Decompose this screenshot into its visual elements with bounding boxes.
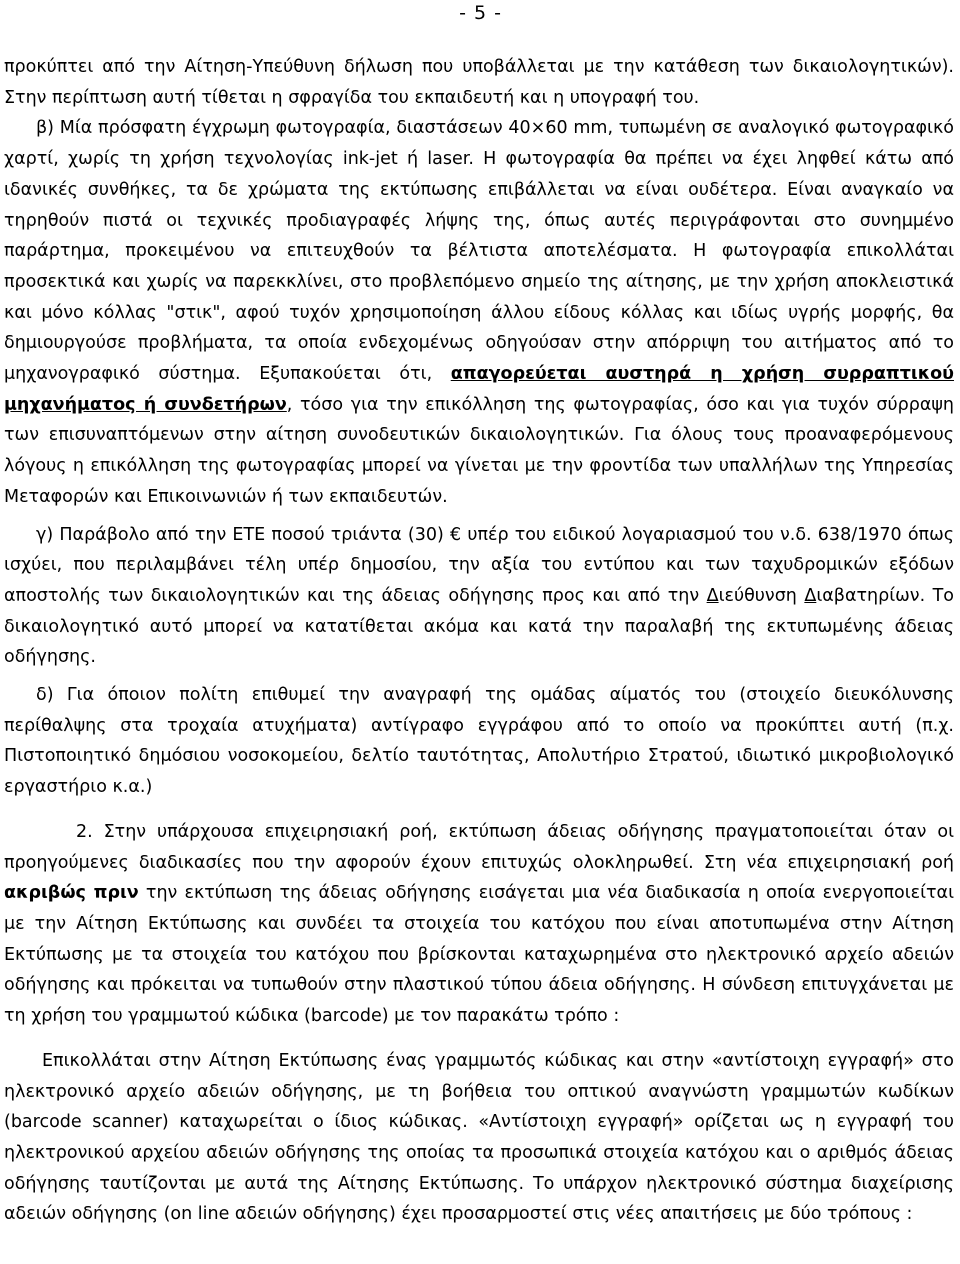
underlined-letter-1: Δ xyxy=(706,585,719,606)
photo-text-part-b: , τόσο για την επικόλληση της φωτογραφίας, όσο και για τυχόν σύρραψη των επισυναπτόμενων στην αίτηση συνοδευτικών δικαιολογητικών. Για όλους τους προαναφερόμενους λόγους η επικόλληση της φωτογραφίας μπορεί να γίνεται με την φροντίδα των υπαλλήλων της Υπηρεσίας Μεταφορών και Επικοινωνιών ή των εκπαιδευτών. xyxy=(4,394,954,507)
fee-text-part-b: ιεύθυνση xyxy=(718,585,805,606)
page-number: - 5 - xyxy=(459,2,502,24)
paragraph-continuation: προκύπτει από την Αίτηση-Υπεύθυνη δήλωση που υποβάλλεται με την κατάθεση των δικαιολογητικών). Στην περίπτωση αυτή τίθεται η σφραγίδα του εκπαιδευτή και η υπογραφή του. xyxy=(4,57,954,108)
paragraph-barcode: Επικολλάται στην Αίτηση Εκτύπωσης ένας γραμμωτός κώδικας και στην «αντίστοιχη εγγραφή» στο ηλεκτρονικό αρχείο αδειών οδήγησης, με τη βοήθεια του οπτικού αναγνώστη γραμμωτών κωδίκων (barcode scanner) καταχωρείται ο ίδιος κώδικας. «Αντίστοιχη εγγραφή» ορίζεται ως η εγγραφή του ηλεκτρονικού αρχείου αδειών οδήγησης της οποίας τα προσωπικά στοιχεία κατόχου και ο αριθμός άδειας οδήγησης ταυτίζονται με αυτά της Αίτησης Εκτύπωσης. Το υπάρχον ηλεκτρονικό σύστημα διαχείρισης αδειών οδήγησης (on line αδειών οδήγησης) έχει προσαρμοστεί στις νέες απαιτήσεις με δύο τρόπους : xyxy=(4,1050,954,1225)
workflow-text-part-b: την εκτύπωση της άδειας οδήγησης εισάγεται μια νέα διαδικασία η οποία ενεργοποιείται με την Αίτηση Εκτύπωσης και συνδέει τα στοιχεία του κατόχου που είναι αποτυπωμένα στην Αίτηση Εκτύπωσης με τα στοιχεία του κατόχου που βρίσκονται καταχωρημένα στο ηλεκτρονικό αρχείο αδειών οδήγησης και πρόκειται να τυπωθούν στην πλαστικού τύπου άδεια οδήγησης. Η σύνδεση επιτυγχάνεται με τη χρήση του γραμμωτού κώδικα (barcode) με τον παρακάτω τρόπο : xyxy=(4,883,955,1027)
body-text xyxy=(4,52,954,1230)
exactly-before-emphasis: ακριβώς πριν xyxy=(4,883,139,904)
paragraph-photo-requirement xyxy=(4,113,954,512)
paragraph-blood-type: δ) Για όποιον πολίτη επιθυμεί την αναγραφή της ομάδας αίματός του (στοιχείο διευκόλυνσης περίθαλψης στα τροχαία ατυχήματα) αντίγραφο εγγράφου από το οποίο να προκύπτει αυτή (π.χ. Πιστοποιητικό δημόσιου νοσοκομείου, δελτίο ταυτότητας, Απολυτήριο Στρατού, ιδιωτικό μικροβιολογικό εργαστήριο κ.α.) xyxy=(4,685,954,798)
paragraph-fee xyxy=(4,520,954,674)
fee-text-part-c: ιαβατηρίων. Το δικαιολογητικό αυτό μπορεί να κατατίθεται ακόμα και κατά την παραλαβή της εκτυπωμένης άδειας οδήγησης. xyxy=(4,585,954,668)
photo-text-part-a: β) Μία πρόσφατη έγχρωμη φωτογραφία, διαστάσεων 40×60 mm, τυπωμένη σε αναλογικό φωτογραφικό χαρτί, χωρίς τη χρήση τεχνολογίας ink-jet ή laser. Η φωτογραφία θα πρέπει να έχει ληφθεί κάτω από ιδανικές συνθήκες, τα δε χρώματα της εκτύπωσης επιβάλλεται να είναι ουδέτερα. Είναι αναγκαίο να τηρηθούν πιστά οι τεχνικές προδιαγραφές λήψης της, όπως αυτές περιγράφονται στο συνημμένο παράρτημα, προκειμένου να επιτευχθούν τα βέλτιστα αποτελέσματα. Η φωτογραφία επικολλάται προσεκτικά και χωρίς να παρεκκλίνει, στο προβλεπόμενο σημείο της αίτησης, με την χρήση αποκλειστικά και μόνο κόλλας "στικ", αφού τυχόν χρησιμοποίηση άλλου είδους κόλλας και ιδίως υγρής μορφής, θα δημιουργούσε προβλήματα, τα οποία ενδεχομένως οδηγούσαν στην απόρριψη του αιτήματος από το μηχανογραφικό σύστημα. Εξυπακούεται ότι, xyxy=(4,118,954,385)
stapler-prohibition: απαγορεύεται αυστηρά η χρήση συρραπτικού μηχανήματος ή συνδετήρων xyxy=(4,364,954,415)
workflow-text-part-a: 2. Στην υπάρχουσα επιχειρησιακή ροή, εκτύπωση άδειας οδήγησης πραγματοποιείται όταν οι προηγούμενες διαδικασίες που την αφορούν έχουν επιτυχώς ολοκληρωθεί. Στη νέα επιχειρησιακή ροή xyxy=(4,821,954,873)
paragraph-workflow xyxy=(4,817,954,1032)
fee-text-part-a: γ) Παράβολο από την ΕΤΕ ποσού τριάντα (30) € υπέρ του ειδικού λογαριασμού του ν.δ. 638/1970 όπως ισχύει, που περιλαμβάνει τέλη υπέρ δημοσίου, την αξία του εντύπου και των ταχυδρομικών εξόδων αποστολής των δικαιολογητικών και της άδειας οδήγησης προς και από την xyxy=(4,524,954,606)
underlined-letter-2: Δ xyxy=(804,585,817,606)
